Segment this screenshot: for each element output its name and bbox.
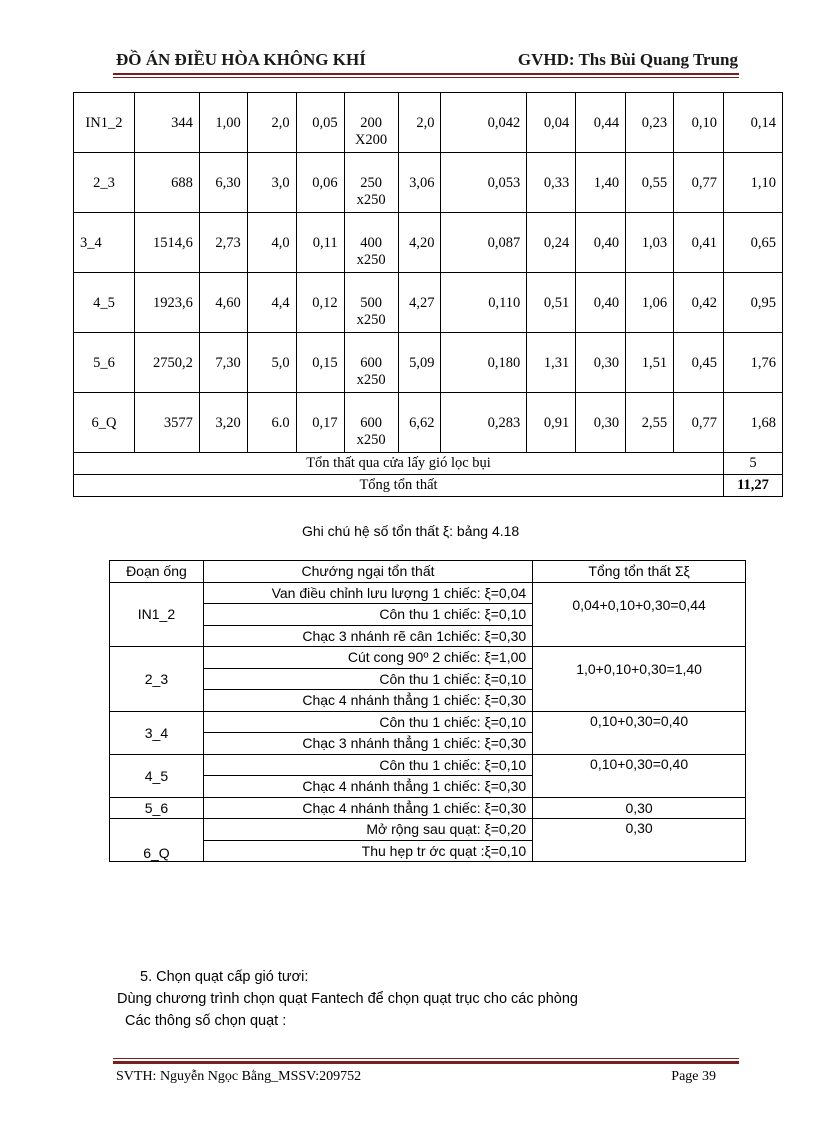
table-row bbox=[110, 582, 746, 604]
cell-loss: 0,06 bbox=[296, 153, 344, 213]
cell-c13: 0,95 bbox=[724, 273, 783, 333]
cell-c9: 0,51 bbox=[527, 273, 576, 333]
table-row bbox=[110, 819, 746, 841]
table-row bbox=[74, 153, 783, 213]
cell-zeta: 0,30 bbox=[576, 393, 626, 453]
cell-obstacle: Côn thu 1 chiếc: ξ=0,10 bbox=[203, 604, 532, 626]
col-header-total: Tổng tổn thất Σξ bbox=[533, 561, 746, 583]
cell-loss: 0,17 bbox=[296, 393, 344, 453]
cell-c13: 1,76 bbox=[724, 333, 783, 393]
cell-dim: 3,06 bbox=[398, 153, 441, 213]
cell-c12: 0,45 bbox=[674, 333, 724, 393]
cell-zeta: 0,40 bbox=[576, 213, 626, 273]
cell-segment: IN1_2 bbox=[110, 582, 204, 647]
cell-loss: 0,05 bbox=[296, 93, 344, 153]
cell-size: 250 x250 bbox=[344, 153, 398, 213]
cell-obstacle: Van điều chỉnh lưu lượng 1 chiếc: ξ=0,04 bbox=[203, 582, 532, 604]
table-row bbox=[110, 797, 746, 819]
cell-c13: 0,65 bbox=[724, 213, 783, 273]
cell-velocity: 2,0 bbox=[247, 93, 296, 153]
cell-c9: 0,24 bbox=[527, 213, 576, 273]
cell-flow: 1514,6 bbox=[134, 213, 199, 273]
cell-loss: 0,12 bbox=[296, 273, 344, 333]
cell-segment: 6_Q bbox=[110, 819, 204, 862]
cell-total: 0,10+0,30=0,40 bbox=[533, 711, 746, 754]
section-line-1: Dùng chương trình chọn quạt Fantech để chọn quạt trục cho các phòng bbox=[117, 991, 578, 1007]
cell-c12: 0,10 bbox=[674, 93, 724, 153]
cell-length: 4,60 bbox=[199, 273, 247, 333]
header-advisor: GVHD: Ths Bùi Quang Trung bbox=[517, 50, 738, 69]
col-header-obstacle: Chướng ngại tổn thất bbox=[203, 561, 532, 583]
cell-c11: 1,51 bbox=[626, 333, 674, 393]
cell-flow: 688 bbox=[134, 153, 199, 213]
cell-c11: 1,06 bbox=[626, 273, 674, 333]
cell-length: 2,73 bbox=[199, 213, 247, 273]
cell-total: 0,30 bbox=[533, 819, 746, 862]
cell-velocity: 4,4 bbox=[247, 273, 296, 333]
cell-flow: 1923,6 bbox=[134, 273, 199, 333]
cell-total: 0,04+0,10+0,30=0,44 bbox=[533, 582, 746, 647]
cell-zeta: 0,44 bbox=[576, 93, 626, 153]
table2-header-row bbox=[110, 561, 746, 583]
cell-obstacle: Chạc 3 nhánh thẳng 1 chiếc: ξ=0,30 bbox=[203, 733, 532, 755]
cell-c13: 1,10 bbox=[724, 153, 783, 213]
cell-hydraulic: 0,042 bbox=[441, 93, 527, 153]
cell-length: 7,30 bbox=[199, 333, 247, 393]
cell-c13: 1,68 bbox=[724, 393, 783, 453]
cell-obstacle: Chạc 4 nhánh thẳng 1 chiếc: ξ=0,30 bbox=[203, 690, 532, 712]
cell-segment: 5_6 bbox=[74, 333, 135, 393]
section-heading: 5. Chọn quạt cấp gió tươi: bbox=[140, 969, 309, 985]
cell-hydraulic: 0,087 bbox=[441, 213, 527, 273]
table-row bbox=[110, 711, 746, 733]
cell-dim: 4,27 bbox=[398, 273, 441, 333]
header-title: ĐỒ ÁN ĐIỀU HÒA KHÔNG KHÍ bbox=[116, 50, 366, 69]
cell-size: 500 x250 bbox=[344, 273, 398, 333]
cell-flow: 344 bbox=[134, 93, 199, 153]
total-loss-row bbox=[74, 475, 783, 497]
cell-obstacle: Côn thu 1 chiếc: ξ=0,10 bbox=[203, 711, 532, 733]
cell-size: 400 x250 bbox=[344, 213, 398, 273]
cell-zeta: 0,30 bbox=[576, 333, 626, 393]
footer-student: SVTH: Nguyễn Ngọc Bằng_MSSV:209752 bbox=[116, 1069, 362, 1084]
cell-segment: 5_6 bbox=[110, 797, 204, 819]
cell-flow: 2750,2 bbox=[134, 333, 199, 393]
filter-loss-label: Tổn thất qua cửa lấy gió lọc bụi bbox=[74, 453, 724, 475]
cell-obstacle: Chạc 3 nhánh rẽ cân 1chiếc: ξ=0,30 bbox=[203, 625, 532, 647]
cell-c9: 0,33 bbox=[527, 153, 576, 213]
cell-c9: 1,31 bbox=[527, 333, 576, 393]
cell-c11: 2,55 bbox=[626, 393, 674, 453]
cell-c9: 0,91 bbox=[527, 393, 576, 453]
footer-page-number: Page 39 bbox=[671, 1069, 716, 1084]
cell-c11: 0,55 bbox=[626, 153, 674, 213]
cell-c11: 0,23 bbox=[626, 93, 674, 153]
header-rule bbox=[113, 73, 739, 75]
col-header-segment: Đoạn ống bbox=[110, 561, 204, 583]
cell-obstacle: Côn thu 1 chiếc: ξ=0,10 bbox=[203, 668, 532, 690]
cell-velocity: 4,0 bbox=[247, 213, 296, 273]
table-row bbox=[74, 213, 783, 273]
cell-size: 600 x250 bbox=[344, 333, 398, 393]
cell-c11: 1,03 bbox=[626, 213, 674, 273]
cell-total: 0,10+0,30=0,40 bbox=[533, 754, 746, 797]
cell-hydraulic: 0,110 bbox=[441, 273, 527, 333]
cell-obstacle: Chạc 4 nhánh thẳng 1 chiếc: ξ=0,30 bbox=[203, 797, 532, 819]
footer-rule bbox=[113, 1061, 739, 1064]
table-caption: Ghi chú hệ số tổn thất ξ: bảng 4.18 bbox=[302, 523, 520, 539]
cell-velocity: 6.0 bbox=[247, 393, 296, 453]
cell-c13: 0,14 bbox=[724, 93, 783, 153]
cell-c12: 0,42 bbox=[674, 273, 724, 333]
cell-segment: 2_3 bbox=[110, 647, 204, 712]
cell-total: 1,0+0,10+0,30=1,40 bbox=[533, 647, 746, 712]
cell-velocity: 3,0 bbox=[247, 153, 296, 213]
cell-total: 0,30 bbox=[533, 797, 746, 819]
cell-obstacle: Chạc 4 nhánh thẳng 1 chiếc: ξ=0,30 bbox=[203, 776, 532, 798]
filter-loss-row bbox=[74, 453, 783, 475]
cell-hydraulic: 0,283 bbox=[441, 393, 527, 453]
obstacle-loss-table bbox=[109, 560, 746, 862]
total-loss-label: Tổng tổn thất bbox=[74, 475, 724, 497]
duct-loss-table bbox=[73, 92, 783, 497]
cell-zeta: 0,40 bbox=[576, 273, 626, 333]
table-row bbox=[74, 333, 783, 393]
cell-c12: 0,77 bbox=[674, 393, 724, 453]
cell-segment: 2_3 bbox=[74, 153, 135, 213]
cell-obstacle: Mở rộng sau quạt: ξ=0,20 bbox=[203, 819, 532, 841]
cell-segment: 4_5 bbox=[110, 754, 204, 797]
section-line-2: Các thông số chọn quạt : bbox=[125, 1013, 287, 1029]
cell-dim: 5,09 bbox=[398, 333, 441, 393]
table-row bbox=[74, 273, 783, 333]
cell-c9: 0,04 bbox=[527, 93, 576, 153]
header-rule-thin bbox=[113, 77, 739, 78]
cell-dim: 6,62 bbox=[398, 393, 441, 453]
cell-segment: 3_4 bbox=[110, 711, 204, 754]
cell-hydraulic: 0,053 bbox=[441, 153, 527, 213]
table-row bbox=[74, 93, 783, 153]
cell-obstacle: Thu hẹp tr ớc quạt :ξ=0,10 bbox=[203, 840, 532, 862]
cell-length: 3,20 bbox=[199, 393, 247, 453]
table-row bbox=[74, 393, 783, 453]
total-loss-value: 11,27 bbox=[724, 475, 783, 497]
cell-loss: 0,15 bbox=[296, 333, 344, 393]
cell-obstacle: Côn thu 1 chiếc: ξ=0,10 bbox=[203, 754, 532, 776]
cell-segment: 6_Q bbox=[74, 393, 135, 453]
cell-c12: 0,77 bbox=[674, 153, 724, 213]
cell-obstacle: Cút cong 90º 2 chiếc: ξ=1,00 bbox=[203, 647, 532, 669]
table-row bbox=[110, 754, 746, 776]
cell-dim: 4,20 bbox=[398, 213, 441, 273]
filter-loss-value: 5 bbox=[724, 453, 783, 475]
cell-c12: 0,41 bbox=[674, 213, 724, 273]
cell-segment: IN1_2 bbox=[74, 93, 135, 153]
cell-length: 6,30 bbox=[199, 153, 247, 213]
cell-dim: 2,0 bbox=[398, 93, 441, 153]
cell-hydraulic: 0,180 bbox=[441, 333, 527, 393]
cell-segment: 3_4 bbox=[74, 213, 135, 273]
cell-velocity: 5,0 bbox=[247, 333, 296, 393]
cell-flow: 3577 bbox=[134, 393, 199, 453]
cell-size: 200 X200 bbox=[344, 93, 398, 153]
cell-segment: 4_5 bbox=[74, 273, 135, 333]
cell-length: 1,00 bbox=[199, 93, 247, 153]
cell-loss: 0,11 bbox=[296, 213, 344, 273]
footer-rule-thin bbox=[113, 1058, 739, 1059]
cell-size: 600 x250 bbox=[344, 393, 398, 453]
table-row bbox=[110, 647, 746, 669]
cell-zeta: 1,40 bbox=[576, 153, 626, 213]
